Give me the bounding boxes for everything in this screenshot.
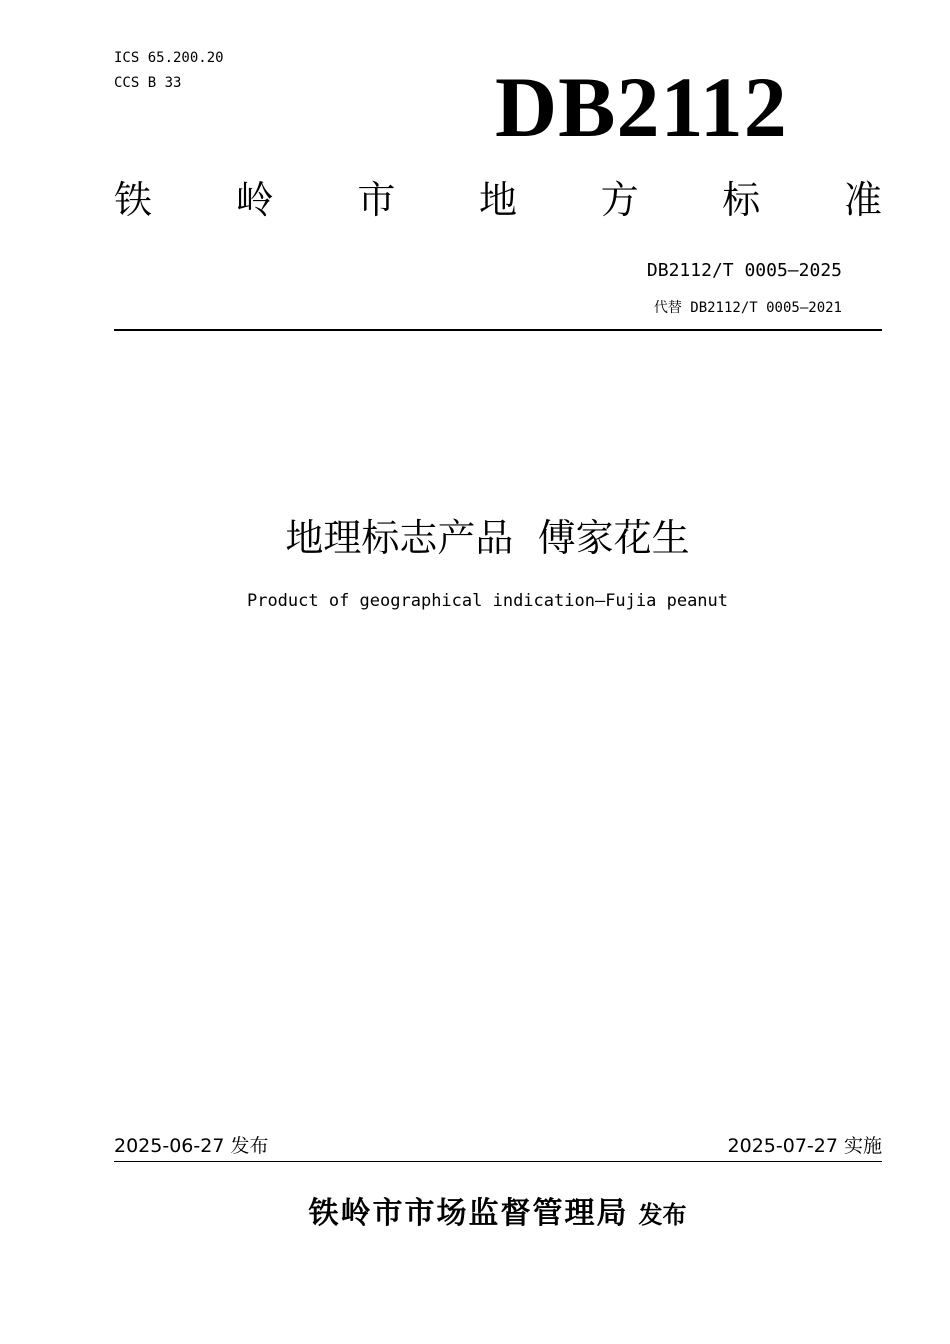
standard-type-char: 岭 xyxy=(235,178,274,222)
standard-code-logo: DB2112 xyxy=(495,59,788,155)
issuer-action: 发布 xyxy=(638,1201,687,1229)
ccs-code: CCS B 33 xyxy=(114,75,182,91)
standard-type-char: 地 xyxy=(478,178,517,222)
issuer-name: 铁岭市市场监督管理局 xyxy=(308,1197,629,1230)
standard-type-char: 铁 xyxy=(114,178,153,222)
issuing-authority xyxy=(0,1194,950,1235)
footer-divider xyxy=(114,1161,882,1162)
replaces-standard: 代替 DB2112/T 0005—2021 xyxy=(653,300,842,316)
publication-date: 2025-06-27 发布 xyxy=(114,1135,269,1157)
standard-type-char: 标 xyxy=(722,178,761,222)
ics-code: ICS 65.200.20 xyxy=(114,50,224,66)
standard-type-char: 市 xyxy=(357,178,396,222)
implementation-date: 2025-07-27 实施 xyxy=(727,1135,882,1157)
document-title-chinese: 地理标志产品 傅家花生 xyxy=(285,516,690,560)
document-title-english: Product of geographical indication—Fujia peanut xyxy=(246,591,729,611)
standard-type-heading xyxy=(114,176,882,224)
standard-type-char: 准 xyxy=(843,178,882,222)
standard-type-char: 方 xyxy=(600,178,639,222)
standard-number: DB2112/T 0005—2025 xyxy=(646,260,842,281)
header-divider xyxy=(114,329,882,331)
